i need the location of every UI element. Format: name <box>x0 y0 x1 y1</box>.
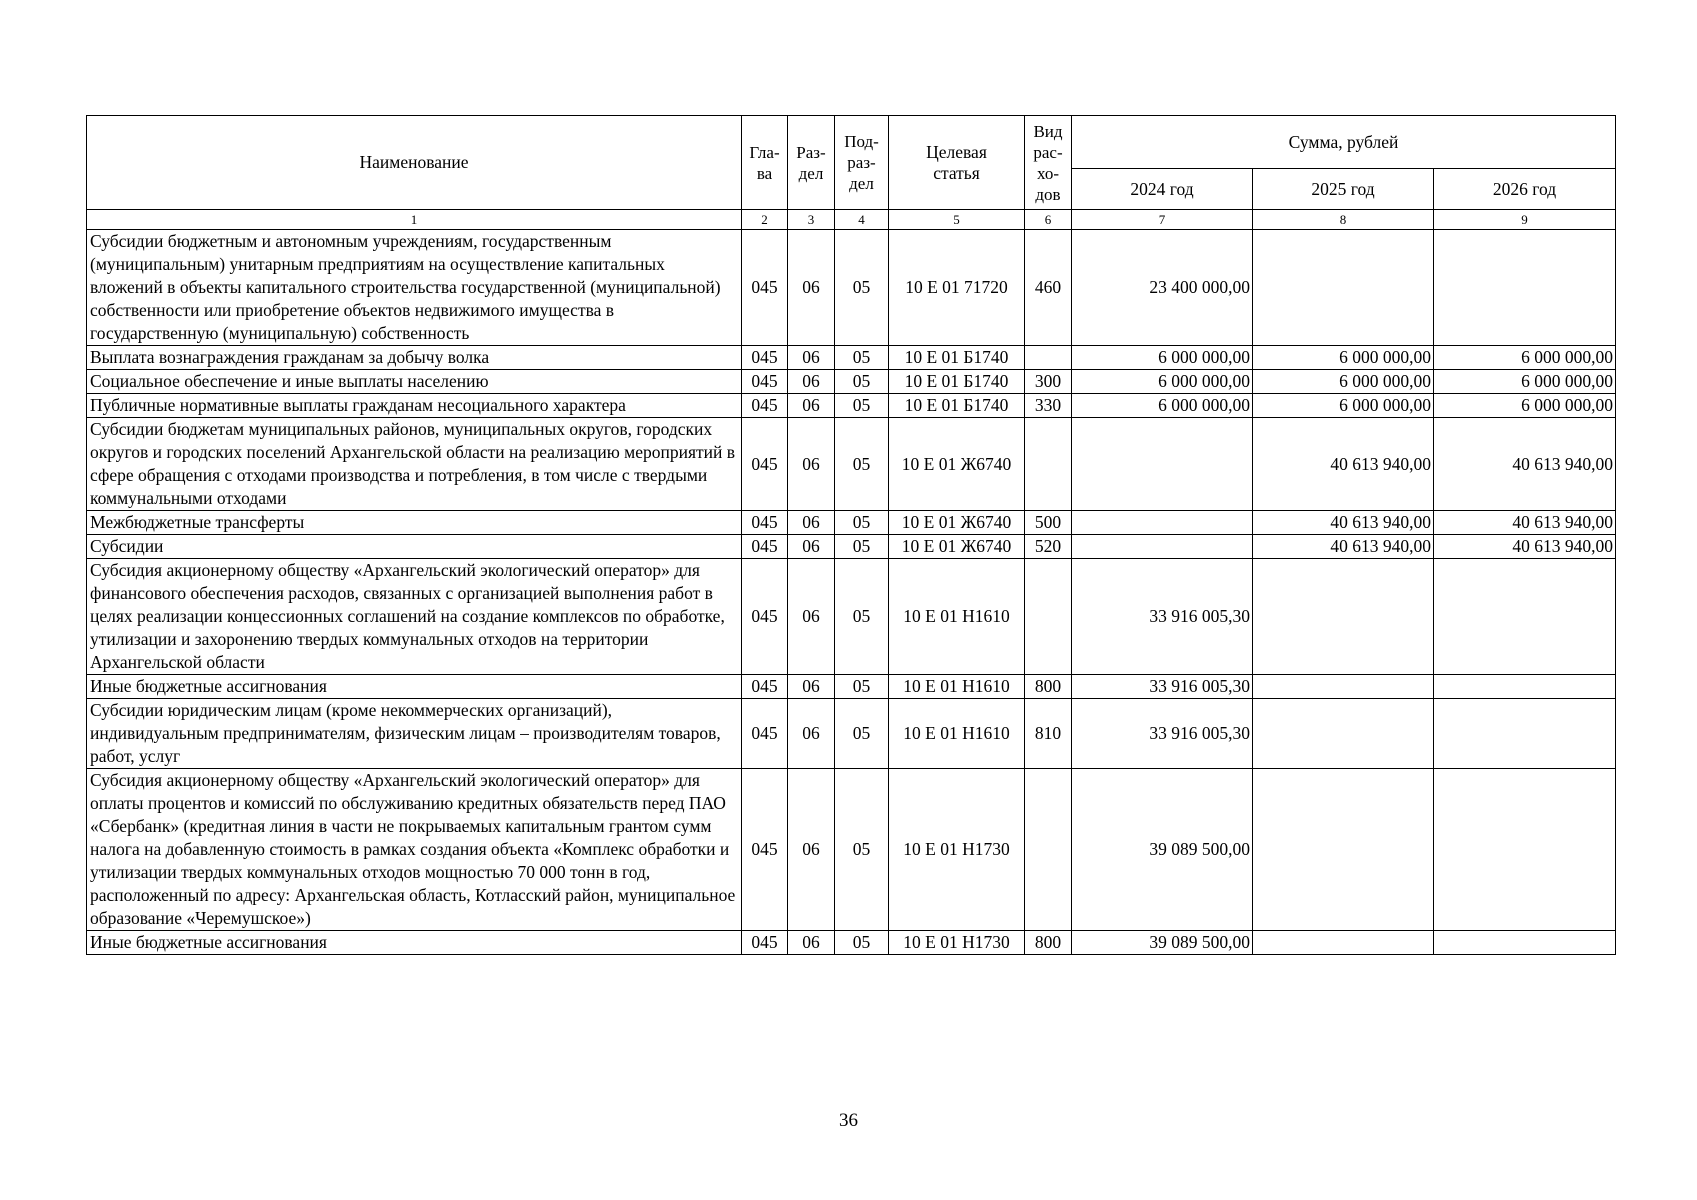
row-name: Субсидии бюджетным и автономным учреждениям, государственным (муниципальным) унитарным предприятиям на осуществление капитальных вложений в объекты капитального строительства государственной (муниципальной) собственности или приобретение объектов недвижимого имущества в государственную (муниципальную) собственность <box>87 230 742 346</box>
row-razdel: 06 <box>788 535 835 559</box>
row-razdel: 06 <box>788 394 835 418</box>
header-name: Наименование <box>87 116 742 210</box>
row-razdel: 06 <box>788 769 835 931</box>
row-name: Социальное обеспечение и иные выплаты населению <box>87 370 742 394</box>
column-number: 1 <box>87 210 742 230</box>
row-podrazdel: 05 <box>835 230 889 346</box>
header-vid: Вид рас- хо- дов <box>1025 116 1072 210</box>
budget-table <box>86 115 1616 955</box>
row-celevaya: 10 Е 01 Ж6740 <box>889 418 1025 511</box>
header-razdel: Раз- дел <box>788 116 835 210</box>
row-amount-2025 <box>1253 769 1434 931</box>
row-vid: 300 <box>1025 370 1072 394</box>
row-amount-2026: 40 613 940,00 <box>1434 511 1616 535</box>
row-podrazdel: 05 <box>835 699 889 769</box>
row-podrazdel: 05 <box>835 418 889 511</box>
row-amount-2026 <box>1434 559 1616 675</box>
header-summa: Сумма, рублей <box>1072 116 1616 169</box>
column-number: 5 <box>889 210 1025 230</box>
row-podrazdel: 05 <box>835 535 889 559</box>
row-razdel: 06 <box>788 230 835 346</box>
row-podrazdel: 05 <box>835 675 889 699</box>
row-glava: 045 <box>742 394 788 418</box>
row-amount-2026: 6 000 000,00 <box>1434 370 1616 394</box>
row-vid: 330 <box>1025 394 1072 418</box>
row-amount-2025: 40 613 940,00 <box>1253 418 1434 511</box>
row-vid: 800 <box>1025 931 1072 955</box>
column-number: 6 <box>1025 210 1072 230</box>
row-amount-2025: 6 000 000,00 <box>1253 370 1434 394</box>
row-vid <box>1025 346 1072 370</box>
row-vid: 460 <box>1025 230 1072 346</box>
row-celevaya: 10 Е 01 Б1740 <box>889 370 1025 394</box>
row-razdel: 06 <box>788 370 835 394</box>
row-razdel: 06 <box>788 675 835 699</box>
row-amount-2024: 39 089 500,00 <box>1072 769 1253 931</box>
table-row <box>87 559 1616 675</box>
row-amount-2024: 33 916 005,30 <box>1072 559 1253 675</box>
row-vid: 500 <box>1025 511 1072 535</box>
row-razdel: 06 <box>788 699 835 769</box>
column-number: 2 <box>742 210 788 230</box>
row-amount-2025 <box>1253 675 1434 699</box>
table-row <box>87 370 1616 394</box>
row-amount-2026 <box>1434 230 1616 346</box>
row-celevaya: 10 Е 01 Б1740 <box>889 394 1025 418</box>
table-row <box>87 230 1616 346</box>
row-podrazdel: 05 <box>835 769 889 931</box>
row-celevaya: 10 Е 01 Б1740 <box>889 346 1025 370</box>
header-2026: 2026 год <box>1434 169 1616 210</box>
row-amount-2026 <box>1434 769 1616 931</box>
row-amount-2024: 23 400 000,00 <box>1072 230 1253 346</box>
row-glava: 045 <box>742 418 788 511</box>
row-amount-2026: 40 613 940,00 <box>1434 418 1616 511</box>
row-name: Субсидии юридическим лицам (кроме некоммерческих организаций), индивидуальным предпринимателям, физическим лицам – производителям товаров, работ, услуг <box>87 699 742 769</box>
header-celevaya: Целевая статья <box>889 116 1025 210</box>
row-celevaya: 10 Е 01 Ж6740 <box>889 535 1025 559</box>
row-amount-2025: 6 000 000,00 <box>1253 394 1434 418</box>
row-amount-2026 <box>1434 675 1616 699</box>
row-name: Иные бюджетные ассигнования <box>87 675 742 699</box>
row-amount-2026 <box>1434 931 1616 955</box>
row-amount-2025 <box>1253 699 1434 769</box>
row-name: Субсидия акционерному обществу «Архангельский экологический оператор» для финансового обеспечения расходов, связанных с организацией выполнения работ в целях реализации концессионных соглашений на создание комплексов по обработке, утилизации и захоронению твердых коммунальных отходов на территории Архангельской области <box>87 559 742 675</box>
row-amount-2026: 6 000 000,00 <box>1434 346 1616 370</box>
row-razdel: 06 <box>788 418 835 511</box>
page-number: 36 <box>839 1110 858 1131</box>
row-podrazdel: 05 <box>835 394 889 418</box>
row-celevaya: 10 Е 01 Н1610 <box>889 699 1025 769</box>
table-row <box>87 346 1616 370</box>
row-amount-2024: 39 089 500,00 <box>1072 931 1253 955</box>
row-glava: 045 <box>742 675 788 699</box>
row-glava: 045 <box>742 769 788 931</box>
row-amount-2024: 6 000 000,00 <box>1072 346 1253 370</box>
row-podrazdel: 05 <box>835 931 889 955</box>
row-glava: 045 <box>742 346 788 370</box>
header-glava: Гла- ва <box>742 116 788 210</box>
header-2025: 2025 год <box>1253 169 1434 210</box>
column-number: 3 <box>788 210 835 230</box>
row-razdel: 06 <box>788 559 835 675</box>
row-vid <box>1025 769 1072 931</box>
row-amount-2026: 40 613 940,00 <box>1434 535 1616 559</box>
row-amount-2026 <box>1434 699 1616 769</box>
row-amount-2024: 33 916 005,30 <box>1072 699 1253 769</box>
row-razdel: 06 <box>788 346 835 370</box>
table-row <box>87 699 1616 769</box>
row-amount-2025: 6 000 000,00 <box>1253 346 1434 370</box>
row-razdel: 06 <box>788 931 835 955</box>
row-celevaya: 10 Е 01 Н1730 <box>889 769 1025 931</box>
row-vid: 810 <box>1025 699 1072 769</box>
row-amount-2024 <box>1072 418 1253 511</box>
table-row <box>87 931 1616 955</box>
row-glava: 045 <box>742 230 788 346</box>
row-amount-2024: 33 916 005,30 <box>1072 675 1253 699</box>
row-vid <box>1025 559 1072 675</box>
row-vid: 520 <box>1025 535 1072 559</box>
row-glava: 045 <box>742 931 788 955</box>
row-glava: 045 <box>742 559 788 675</box>
column-numbers-row <box>87 210 1616 230</box>
row-glava: 045 <box>742 511 788 535</box>
column-number: 8 <box>1253 210 1434 230</box>
row-amount-2026: 6 000 000,00 <box>1434 394 1616 418</box>
row-glava: 045 <box>742 535 788 559</box>
row-razdel: 06 <box>788 511 835 535</box>
row-glava: 045 <box>742 370 788 394</box>
row-celevaya: 10 Е 01 Ж6740 <box>889 511 1025 535</box>
row-name: Субсидии <box>87 535 742 559</box>
column-number: 9 <box>1434 210 1616 230</box>
row-celevaya: 10 Е 01 Н1610 <box>889 559 1025 675</box>
row-celevaya: 10 Е 01 Н1610 <box>889 675 1025 699</box>
row-amount-2025 <box>1253 230 1434 346</box>
row-celevaya: 10 Е 01 Н1730 <box>889 931 1025 955</box>
row-name: Субсидии бюджетам муниципальных районов, муниципальных округов, городских округов и городских поселений Архангельской области на реализацию мероприятий в сфере обращения с отходами производства и потребления, в том числе с твердыми коммунальными отходами <box>87 418 742 511</box>
header-podrazdel: Под- раз- дел <box>835 116 889 210</box>
row-amount-2024 <box>1072 511 1253 535</box>
row-amount-2025 <box>1253 931 1434 955</box>
column-number: 4 <box>835 210 889 230</box>
table-row <box>87 675 1616 699</box>
table-row <box>87 418 1616 511</box>
row-celevaya: 10 Е 01 71720 <box>889 230 1025 346</box>
table-row <box>87 394 1616 418</box>
row-podrazdel: 05 <box>835 346 889 370</box>
row-name: Субсидия акционерному обществу «Архангельский экологический оператор» для оплаты процентов и комиссий по обслуживанию кредитных обязательств перед ПАО «Сбербанк» (кредитная линия в части не покрываемых капитальным грантом сумм налога на добавленную стоимость в рамках создания объекта «Комплекс обработки и утилизации твердых коммунальных отходов мощностью 70 000 тонн в год, расположенный по адресу: Архангельская область, Котласский район, муниципальное образование «Черемушское») <box>87 769 742 931</box>
row-amount-2024 <box>1072 535 1253 559</box>
row-podrazdel: 05 <box>835 559 889 675</box>
row-name: Выплата вознаграждения гражданам за добычу волка <box>87 346 742 370</box>
row-vid <box>1025 418 1072 511</box>
table-row <box>87 511 1616 535</box>
row-name: Публичные нормативные выплаты гражданам несоциального характера <box>87 394 742 418</box>
row-glava: 045 <box>742 699 788 769</box>
row-name: Межбюджетные трансферты <box>87 511 742 535</box>
column-number: 7 <box>1072 210 1253 230</box>
row-amount-2024: 6 000 000,00 <box>1072 370 1253 394</box>
row-name: Иные бюджетные ассигнования <box>87 931 742 955</box>
row-amount-2025: 40 613 940,00 <box>1253 535 1434 559</box>
row-podrazdel: 05 <box>835 370 889 394</box>
table-row <box>87 535 1616 559</box>
row-amount-2024: 6 000 000,00 <box>1072 394 1253 418</box>
row-podrazdel: 05 <box>835 511 889 535</box>
header-2024: 2024 год <box>1072 169 1253 210</box>
row-amount-2025: 40 613 940,00 <box>1253 511 1434 535</box>
table-row <box>87 769 1616 931</box>
row-vid: 800 <box>1025 675 1072 699</box>
row-amount-2025 <box>1253 559 1434 675</box>
